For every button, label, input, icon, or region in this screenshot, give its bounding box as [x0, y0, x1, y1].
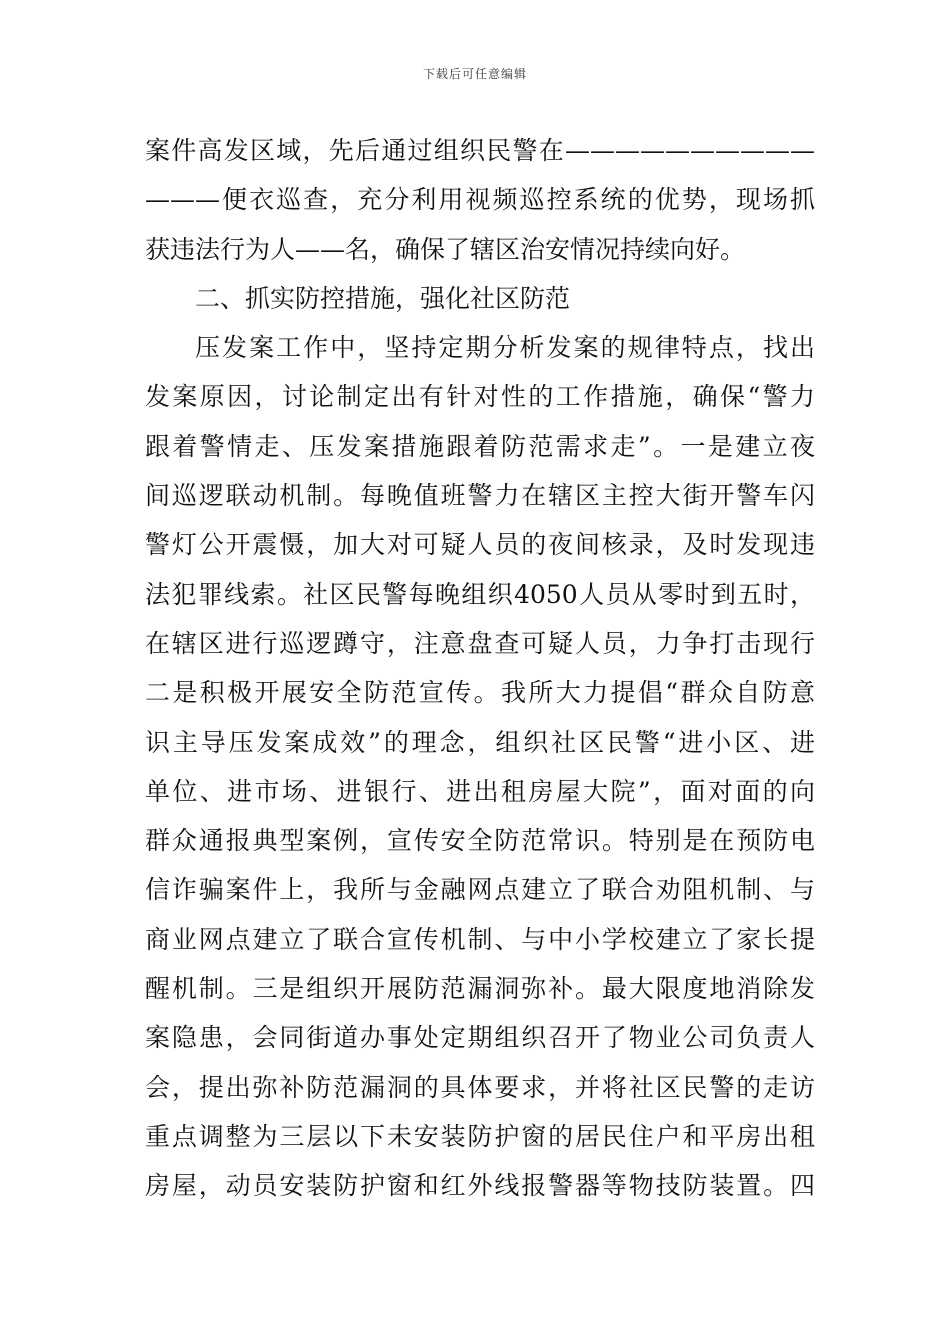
body-line: 信诈骗案件上，我所与金融网点建立了联合劝阻机制、与 — [145, 875, 815, 905]
body-line: ———便衣巡查，充分利用视频巡控系统的优势，现场抓 — [145, 185, 815, 215]
section-heading: 二、抓实防控措施，强化社区防范 — [195, 283, 571, 313]
body-line: 房屋，动员安装防护窗和红外线报警器等物技防装置。四 — [145, 1171, 815, 1201]
body-line: 案件高发区域，先后通过组织民警在—————————— — [145, 136, 815, 165]
body-line: 单位、进市场、进银行、进出租房屋大院”，面对面的向 — [145, 776, 815, 806]
body-line: 法犯罪线索。社区民警每晚组织4050人员从零时到五时， — [145, 579, 815, 609]
document-body — [145, 126, 815, 1211]
body-line: 会，提出弥补防范漏洞的具体要求，并将社区民警的走访 — [145, 1072, 815, 1102]
body-line: 醒机制。三是组织开展防范漏洞弥补。最大限度地消除发 — [145, 974, 815, 1004]
body-line: 群众通报典型案例，宣传安全防范常识。特别是在预防电 — [145, 826, 815, 856]
body-line: 二是积极开展安全防范宣传。我所大力提倡“群众自防意 — [145, 678, 815, 708]
page-header: 下载后可任意编辑 — [422, 67, 527, 81]
body-line: 跟着警情走、压发案措施跟着防范需求走”。一是建立夜 — [145, 431, 815, 461]
body-line: 获违法行为人——名，确保了辖区治安情况持续向好。 — [145, 234, 746, 264]
body-line: 商业网点建立了联合宣传机制、与中小学校建立了家长提 — [145, 924, 815, 954]
body-line: 重点调整为三层以下未安装防护窗的居民住户和平房出租 — [145, 1121, 815, 1151]
body-line: 识主导压发案成效”的理念，组织社区民警“进小区、进 — [145, 727, 815, 757]
body-line: 发案原因，讨论制定出有针对性的工作措施，确保“警力 — [145, 382, 815, 412]
body-line: 压发案工作中，坚持定期分析发案的规律特点，找出 — [195, 333, 815, 363]
body-line: 间巡逻联动机制。每晚值班警力在辖区主控大街开警车闪 — [145, 481, 815, 511]
body-line: 警灯公开震慑，加大对可疑人员的夜间核录，及时发现违 — [145, 530, 815, 560]
body-line: 在辖区进行巡逻蹲守，注意盘查可疑人员，力争打击现行 — [145, 628, 815, 658]
body-line: 案隐患，会同街道办事处定期组织召开了物业公司负责人 — [145, 1023, 815, 1053]
